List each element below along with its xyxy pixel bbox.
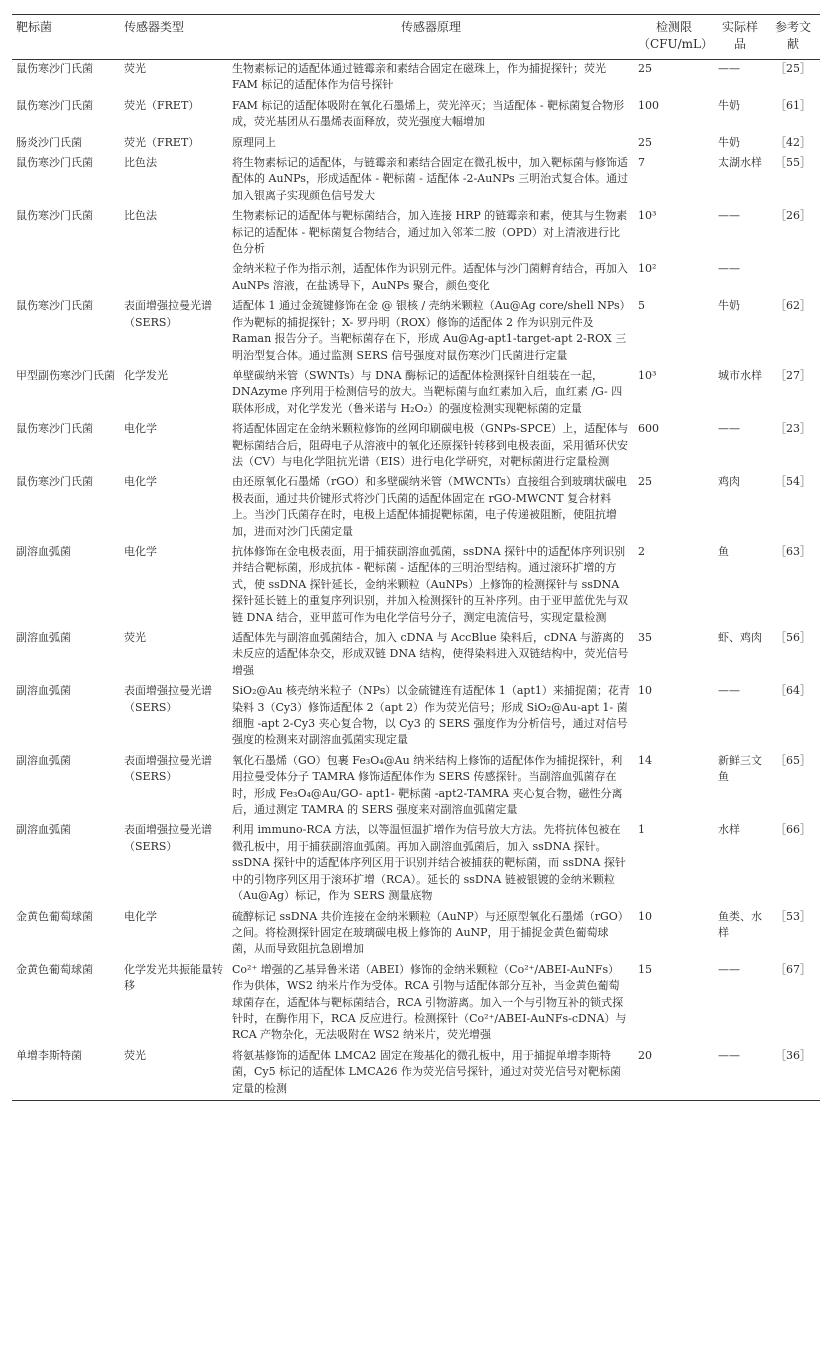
cell-type: 电化学 [124, 544, 157, 558]
cell-ref: ［64］ [775, 684, 811, 698]
header-sample: 实际样品 [721, 20, 758, 51]
cell-sample: 鸡肉 [718, 475, 740, 489]
cell-ref: ［25］ [775, 62, 811, 75]
cell-type: 化学发光共振能量转移 [124, 962, 223, 993]
cell-type: 表面增强拉曼光谱（SERS） [124, 823, 212, 853]
table-row [12, 821, 820, 907]
table-row [12, 420, 820, 473]
cell-limit: 20 [638, 1048, 652, 1062]
cell-ref: ［61］ [775, 98, 811, 112]
cell-ref: ［62］ [775, 299, 811, 313]
cell-principle: 原理同上 [232, 135, 276, 149]
cell-target: 副溶血弧菌 [16, 684, 71, 698]
cell-ref: ［42］ [775, 135, 811, 149]
cell-target: 鼠伤寒沙门氏菌 [16, 475, 93, 489]
cell-sample: 牛奶 [718, 135, 740, 149]
cell-limit: 10³ [638, 209, 657, 223]
table-row [12, 1047, 820, 1101]
cell-type [120, 260, 228, 297]
cell-target: 鼠伤寒沙门氏菌 [16, 98, 93, 112]
cell-target: 副溶血弧菌 [16, 544, 71, 558]
cell-sample: —— [718, 1048, 740, 1062]
cell-limit: 25 [638, 475, 652, 489]
cell-limit: 14 [638, 753, 652, 767]
table-header-row [12, 15, 820, 60]
cell-ref: ［53］ [775, 909, 811, 923]
sensor-table [12, 14, 820, 1101]
cell-sample: 鱼 [718, 544, 729, 558]
cell-target: 鼠伤寒沙门氏菌 [16, 62, 93, 75]
table-row [12, 543, 820, 629]
cell-ref: ［67］ [775, 962, 811, 976]
header-target: 靶标菌 [16, 20, 53, 34]
cell-type: 表面增强拉曼光谱（SERS） [124, 299, 212, 329]
cell-limit: 10³ [638, 368, 657, 382]
cell-principle: 单壁碳纳米管（SWNTs）与 DNA 酶标记的适配体检测探针自组装在一起，DNAzyme 序列用于检测信号的放大。当靶标菌与血红素加入后，血红素 /G- 四联体形成，对化学发光（鲁米诺与 H₂O₂）的强度检测实现靶标菌的定量 [232, 368, 623, 415]
table-body [12, 60, 820, 1101]
cell-target: 金黄色葡萄球菌 [16, 909, 93, 923]
cell-ref: ［65］ [775, 753, 811, 767]
cell-ref: ［66］ [775, 823, 811, 837]
cell-sample: 牛奶 [718, 299, 740, 313]
cell-limit: 10² [638, 262, 657, 276]
cell-type: 电化学 [124, 475, 157, 489]
cell-sample: 鱼类、水样 [718, 909, 762, 939]
header-limit: 检测限（CFU/mL） [638, 20, 714, 51]
cell-principle: 适配体 1 通过金巯键修饰在金 @ 银核 / 壳纳米颗粒（Au@Ag core/shell NPs）作为靶标的捕捉探针；X- 罗丹明（ROX）修饰的适配体 2 作为识别元件及 Raman 报告分子。当靶标菌存在下，形成 Au@Ag-apt1-target-apt 2-ROX 三明治型复合体。通过监测 SERS 信号强度对鼠伤寒沙门氏菌进行定量 [232, 299, 627, 362]
cell-target [12, 260, 120, 297]
table-row [12, 97, 820, 134]
cell-principle: 将氨基修饰的适配体 LMCA2 固定在羧基化的微孔板中，用于捕捉单增李斯特菌，Cy5 标记的适配体 LMCA26 作为荧光信号探针，通过对荧光信号对靶标菌定量的检测 [232, 1048, 622, 1095]
cell-ref: ［54］ [775, 475, 811, 489]
cell-sample: 城市水样 [718, 368, 762, 382]
table-row [12, 367, 820, 420]
cell-type: 荧光（FRET） [124, 135, 200, 149]
table-row [12, 629, 820, 682]
cell-sample: —— [718, 422, 740, 436]
cell-sample: 虾、鸡肉 [718, 631, 762, 644]
cell-type: 比色法 [124, 156, 157, 170]
header-ref: 参考文献 [774, 20, 811, 51]
cell-type: 比色法 [124, 209, 157, 223]
table-row [12, 154, 820, 207]
table-row [12, 60, 820, 97]
cell-principle: 氧化石墨烯（GO）包裹 Fe₃O₄@Au 纳米结构上修饰的适配体作为捕捉探针，利用拉曼受体分子 TAMRA 修饰适配体作为 SERS 传感探针。当副溶血弧菌存在时，形成 Fe₃O₄@Au/GO- apt1- 靶标菌 -apt2-TAMRA 夹心复合物，磁性分离后，通过测定 TAMRA 的 SERS 强度来对副溶血弧菌定量 [232, 753, 623, 817]
header-principle: 传感器原理 [400, 20, 461, 34]
cell-limit: 600 [638, 422, 659, 436]
cell-type: 荧光 [124, 1048, 146, 1062]
cell-limit: 15 [638, 962, 652, 976]
cell-type: 电化学 [124, 909, 157, 923]
table-row [12, 908, 820, 961]
cell-limit: 10 [638, 909, 652, 923]
cell-principle: SiO₂@Au 核壳纳米粒子（NPs）以金硫键连有适配体 1（apt1）来捕捉菌；花青染料 3（Cy3）修饰适配体 2（apt 2）作为荧光信号；形成 SiO₂@Au-apt 1- 菌细胞 -apt 2-Cy3 夹心复合物，以 Cy3 的 SERS 强度作为分析信号，通过对信号强度的检测来对副溶血弧菌实现定量 [232, 684, 630, 747]
cell-target: 鼠伤寒沙门氏菌 [16, 209, 93, 223]
cell-limit: 1 [638, 823, 645, 837]
table-row [12, 260, 820, 297]
cell-sample: —— [718, 684, 740, 698]
cell-ref [766, 260, 820, 297]
cell-limit: 2 [638, 544, 645, 558]
cell-principle: 金纳米粒子作为指示剂，适配体作为识别元件。适配体与沙门菌孵育结合，再加入 AuNPs 溶液，在盐诱导下，AuNPs 聚合，颜色变化 [232, 262, 628, 292]
cell-target: 鼠伤寒沙门氏菌 [16, 299, 93, 313]
cell-principle: FAM 标记的适配体吸附在氧化石墨烯上，荧光淬灭；当适配体 - 靶标菌复合物形成，荧光基团从石墨烯表面释放，荧光强度大幅增加 [232, 98, 625, 129]
cell-sample: 太湖水样 [718, 156, 762, 170]
cell-target: 副溶血弧菌 [16, 823, 71, 837]
header-type: 传感器类型 [124, 20, 185, 34]
cell-ref: ［55］ [775, 156, 811, 170]
cell-ref: ［23］ [775, 422, 811, 436]
cell-sample: 牛奶 [718, 98, 740, 112]
table-row [12, 134, 820, 154]
table-row [12, 297, 820, 367]
cell-type: 表面增强拉曼光谱（SERS） [124, 684, 212, 714]
cell-sample: —— [718, 262, 740, 276]
cell-sample: —— [718, 209, 740, 223]
cell-principle: 将适配体固定在金纳米颗粒修饰的丝网印刷碳电极（GNPs-SPCE）上，适配体与靶标菌结合后，阻碍电子从溶液中的氧化还原探针转移到电极表面，采用循环伏安法（CV）与电化学阻抗光谱（EIS）进行电化学研究，对靶标菌进行定量检测 [232, 422, 629, 468]
cell-limit: 5 [638, 299, 645, 313]
cell-ref: ［26］ [775, 209, 811, 223]
cell-type: 荧光 [124, 62, 146, 75]
cell-type: 电化学 [124, 422, 157, 436]
cell-principle: 利用 immuno-RCA 方法，以等温恒温扩增作为信号放大方法。先将抗体包被在微孔板中，用于捕获副溶血弧菌。再加入副溶血弧菌后，加入 ssDNA 探针。ssDNA 探针中的适配体序列区用于识别并结合被捕获的靶标菌，而 ssDNA 探针中的引物序列区用于滚环扩增（RCA）。延长的 ssDNA 链被银镀的金纳米颗粒（Au@Ag）标记，作为 SERS 测量底物 [232, 823, 626, 903]
table-row [12, 473, 820, 543]
table-row [12, 752, 820, 822]
cell-principle: 生物素标记的适配体通过链霉亲和素结合固定在磁珠上，作为捕捉探针；荧光 FAM 标记的适配体作为信号探针 [232, 62, 606, 92]
cell-principle: 适配体先与副溶血弧菌结合，加入 cDNA 与 AccBlue 染料后，cDNA 与游离的未反应的适配体杂交，形成双链 DNA 结构，使得染料进入双链结构中，荧光信号增强 [232, 631, 629, 677]
cell-target: 鼠伤寒沙门氏菌 [16, 422, 93, 436]
cell-principle: 硫醇标记 ssDNA 共价连接在金纳米颗粒（AuNP）与还原型氧化石墨烯（rGO）之间。将检测探针固定在玻璃碳电极上修饰的 AuNP，用于捕捉金黄色葡萄球菌，从而导致阻抗急剧增加 [232, 909, 629, 956]
cell-type: 化学发光 [124, 368, 168, 382]
cell-principle: 将生物素标记的适配体，与链霉亲和素结合固定在微孔板中，加入靶标菌与修饰适配体的 AuNPs，形成适配体 - 靶标菌 - 适配体 -2-AuNPs 三明治式复合体。通过加入银离子实现颜色信号发大 [232, 156, 629, 202]
cell-sample: 新鲜三文鱼 [718, 753, 762, 784]
cell-target: 肠炎沙门氏菌 [16, 135, 82, 149]
cell-limit: 25 [638, 62, 652, 75]
cell-type: 荧光 [124, 631, 146, 644]
cell-target: 单增李斯特菌 [16, 1048, 82, 1062]
cell-sample: —— [718, 62, 740, 75]
cell-limit: 10 [638, 684, 652, 698]
cell-principle: 由还原氧化石墨烯（rGO）和多壁碳纳米管（MWCNTs）直接组合到玻璃状碳电极表面，通过共价键形式将沙门氏菌的适配体固定在 rGO-MWCNT 复合材料上。当沙门氏菌存在时，电极上适配体捕捉靶标菌，电子传递被阻断，使阻抗增加，进而对沙门氏菌定量 [232, 475, 627, 538]
cell-target: 副溶血弧菌 [16, 753, 71, 767]
cell-target: 鼠伤寒沙门氏菌 [16, 156, 93, 170]
cell-limit: 7 [638, 156, 645, 170]
cell-sample: —— [718, 962, 740, 976]
cell-ref: ［63］ [775, 544, 811, 558]
cell-principle: 生物素标记的适配体与靶标菌结合，加入连接 HRP 的链霉亲和素，使其与生物素标记的适配体 - 靶标菌复合物结合，通过加入邻苯二胺（OPD）对上清液进行比色分析 [232, 209, 628, 256]
cell-ref: ［27］ [775, 368, 811, 382]
cell-ref: ［56］ [775, 631, 811, 644]
table-row [12, 682, 820, 752]
cell-principle: 抗体修饰在金电极表面，用于捕获副溶血弧菌，ssDNA 探针中的适配体序列识别并结合靶标菌，形成抗体 - 靶标菌 - 适配体的三明治型结构。通过滚环扩增的方式，使 ssDNA 探针延长，金纳米颗粒（AuNPs）上修饰的检测探针与 ssDNA 探针延长链上的重复序列识别，并加入检测探针的互补序列。由于亚甲蓝优先与双链 DNA 结合，亚甲蓝可作为电化学信号分子，测定电流信号，实现定量检测 [232, 544, 628, 624]
cell-sample: 水样 [718, 823, 740, 837]
cell-target: 金黄色葡萄球菌 [16, 962, 93, 976]
cell-principle: Co²⁺ 增强的乙基异鲁米诺（ABEI）修饰的金纳米颗粒（Co²⁺/ABEI-AuNFs）作为供体，WS2 纳米片作为受体。RCA 引物与适配体部分互补，当金黄色葡萄球菌存在，适配体与靶标菌结合，RCA 引物游离。加入一个与引物互补的锁式探针时，在酶作用下，RCA 反应进行。检测探针（Co²⁺/ABEI-AuNFs-cDNA）与 RCA 产物杂化，无法吸附在 WS2 纳米片，荧光增强 [232, 962, 627, 1042]
cell-ref: ［36］ [775, 1048, 811, 1062]
cell-type: 表面增强拉曼光谱（SERS） [124, 753, 212, 784]
cell-limit: 100 [638, 98, 659, 112]
cell-limit: 35 [638, 631, 652, 644]
cell-type: 荧光（FRET） [124, 98, 200, 112]
table-row [12, 961, 820, 1047]
table-row [12, 207, 820, 260]
cell-limit: 25 [638, 135, 652, 149]
cell-target: 甲型副伤寒沙门氏菌 [16, 368, 115, 382]
cell-target: 副溶血弧菌 [16, 631, 71, 644]
